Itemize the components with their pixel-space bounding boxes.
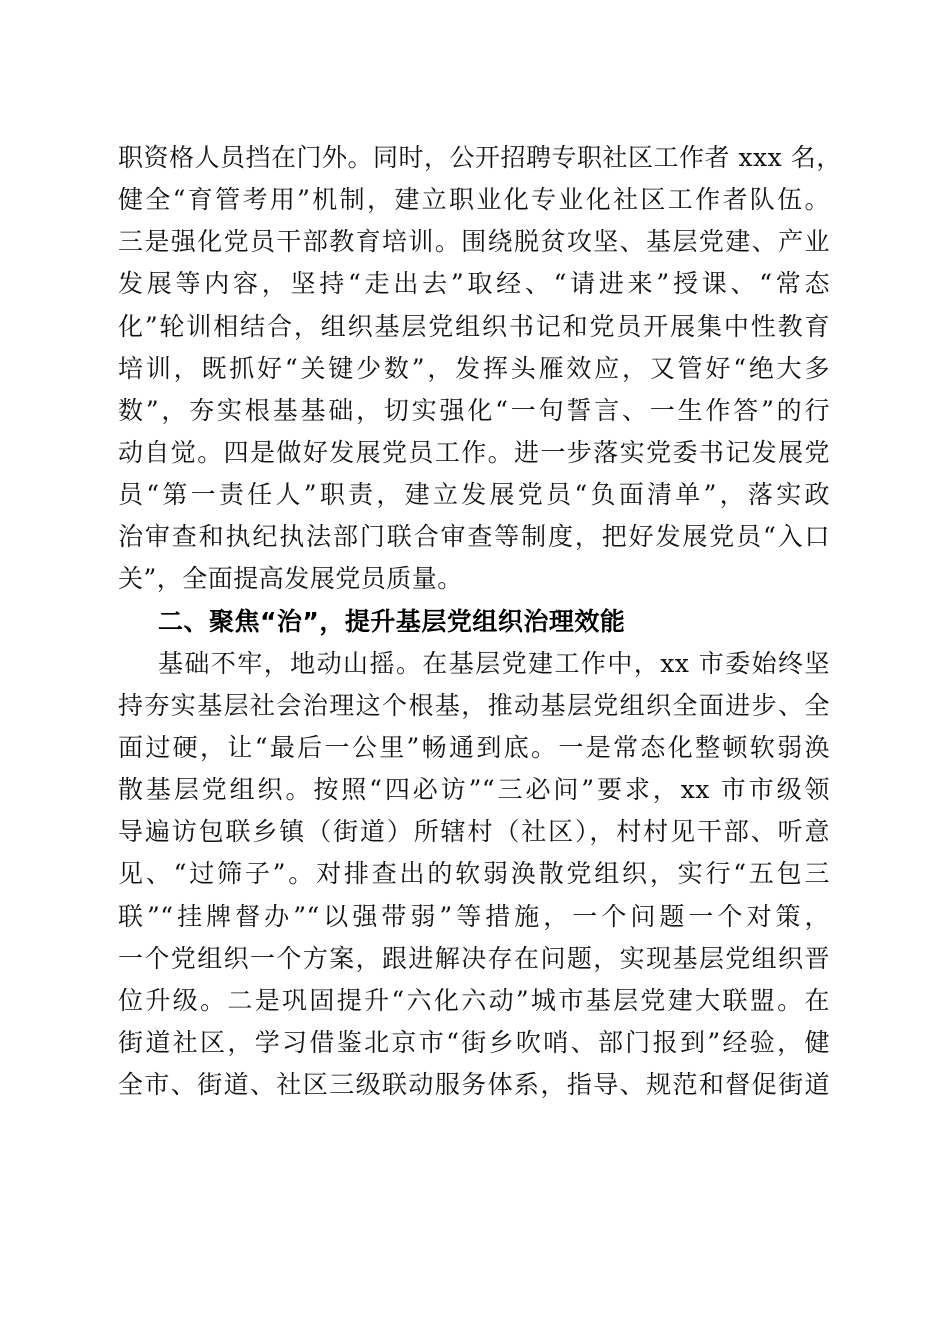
text-line: 化”轮训相结合，组织基层党组织书记和党员开展集中性教育 [118, 311, 830, 341]
text-line: 员“第一责任人”职责，建立发展党员“负面清单”，落实政 [118, 480, 830, 510]
text-line: 一个党组织一个方案，跟进解决存在问题，实现基层党组织晋 [118, 943, 830, 973]
text-line: 数”，夯实根基基础，切实强化“一句誓言、一生作答”的行 [118, 395, 830, 425]
text-line: 动自觉。四是做好发展党员工作。进一步落实党委书记发展党 [118, 437, 830, 467]
section-heading: 二、聚焦“治”，提升基层党组织治理效能 [158, 606, 626, 636]
text-line: 街道社区，学习借鉴北京市“街乡吹哨、部门报到”经验，健 [118, 1027, 830, 1057]
text-line: 发展等内容，坚持“走出去”取经、“请进来”授课、“常态 [118, 269, 830, 299]
text-line: 面过硬，让“最后一公里”畅通到底。一是常态化整顿软弱涣 [118, 732, 830, 762]
text-line: 位升级。二是巩固提升“六化六动”城市基层党建大联盟。在 [118, 985, 830, 1015]
text-line: 持夯实基层社会治理这个根基，推动基层党组织全面进步、全 [118, 690, 830, 720]
text-line: 全市、街道、社区三级联动服务体系，指导、规范和督促街道 [118, 1070, 830, 1100]
text-line: 职资格人员挡在门外。同时，公开招聘专职社区工作者 xxx 名， [118, 143, 842, 172]
text-line: 健全“育管考用”机制，建立职业化专业化社区工作者队伍。 [118, 185, 830, 215]
text-line: 关”，全面提高发展党员质量。 [118, 564, 463, 594]
paragraph-2 [118, 643, 830, 1107]
text-line: 见、“过筛子”。对排查出的软弱涣散党组织，实行“五包三 [118, 859, 830, 889]
text-line: 治审查和执纪执法部门联合审查等制度，把好发展党员“入口 [118, 522, 830, 552]
text-line: 散基层党组织。按照“四必访”“三必问”要求，xx 市市级领 [118, 775, 830, 805]
text-line: 三是强化党员干部教育培训。围绕脱贫攻坚、基层党建、产业 [118, 227, 830, 257]
text-line: 联”“挂牌督办”“以强带弱”等措施，一个问题一个对策， [118, 901, 830, 931]
text-line: 培训，既抓好“关键少数”，发挥头雁效应，又管好“绝大多 [118, 353, 830, 383]
text-line: 基础不牢，地动山摇。在基层党建工作中，xx 市委始终坚 [158, 648, 830, 678]
paragraph-1 [118, 137, 842, 601]
document-body [118, 137, 842, 1106]
text-line: 导遍访包联乡镇（街道）所辖村（社区），村村见干部、听意 [118, 817, 830, 847]
